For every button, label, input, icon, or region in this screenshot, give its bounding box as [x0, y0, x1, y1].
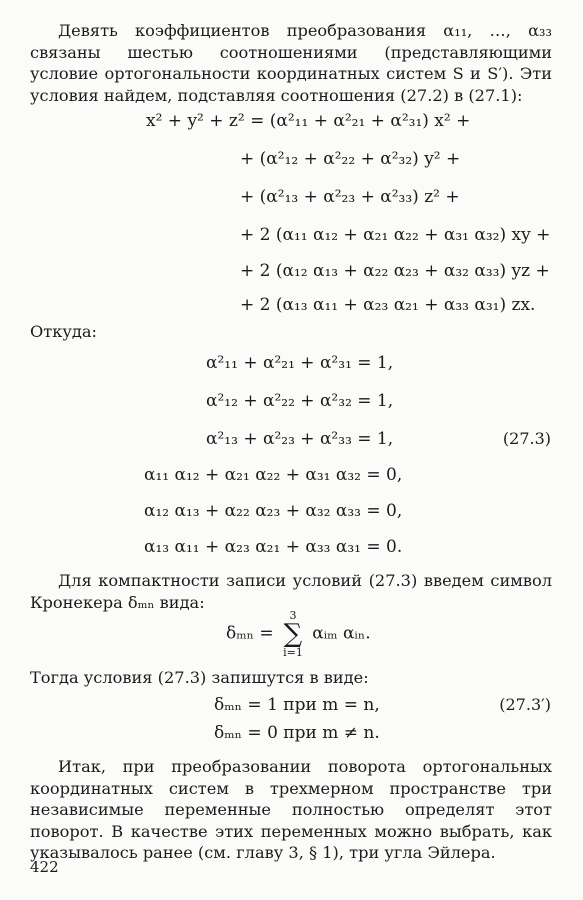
kronecker-lhs: δₘₙ =	[226, 623, 274, 644]
equation-number-27-3: (27.3)	[502, 429, 551, 448]
kronecker-rhs: αᵢₘ αᵢₙ.	[312, 623, 371, 644]
expansion-line-6: + 2 (α₁₃ α₁₁ + α₂₃ α₂₁ + α₃₃ α₃₁) zx.	[240, 295, 536, 315]
sum-lower-limit: i=1	[283, 646, 303, 659]
sigma-icon: ∑	[283, 619, 303, 649]
expansion-line-2: + (α²₁₂ + α²₂₂ + α²₃₂) y² +	[240, 149, 461, 169]
condition-6: α₁₃ α₁₁ + α₂₃ α₂₁ + α₃₃ α₃₁ = 0.	[144, 537, 403, 557]
condition-4: α₁₁ α₁₂ + α₂₁ α₂₂ + α₃₁ α₃₂ = 0,	[144, 465, 403, 485]
sum-upper-limit: 3	[289, 609, 297, 622]
condition-5: α₁₂ α₁₃ + α₂₂ α₂₃ + α₃₂ α₃₃ = 0,	[144, 501, 403, 521]
intro-paragraph: Девять коэффициентов преобразования α₁₁, …, α₃₃ связаны шестью соотношениями (представляющими условие ортогональности координатных систем S и S′). Эти условия найдем, подставляя соотношения (27.2) в (27.1):	[30, 21, 552, 105]
condition-3: α²₁₃ + α²₂₃ + α²₃₃ = 1,	[206, 429, 394, 449]
page-number: 422	[30, 858, 59, 876]
expansion-line-5: + 2 (α₁₂ α₁₃ + α₂₂ α₂₃ + α₃₂ α₃₃) yz +	[240, 261, 550, 281]
equation-number-27-3-prime: (27.3′)	[499, 695, 551, 714]
delta-case-not-equal: δₘₙ = 0 при m ≠ n.	[214, 723, 380, 743]
delta-case-equal: δₘₙ = 1 при m = n,	[214, 695, 380, 715]
summation	[283, 610, 303, 658]
condition-2: α²₁₂ + α²₂₂ + α²₃₂ = 1,	[206, 391, 394, 411]
expansion-line-1: x² + y² + z² = (α²₁₁ + α²₂₁ + α²₃₁) x² +	[146, 111, 471, 131]
final-paragraph: Итак, при преобразовании поворота ортогональных координатных систем в трехмерном пространстве три независимые переменные полностью определят этот поворот. В качестве этих переменных можно выбрать, как указывалось ранее (см. главу 3, § 1), три угла Эйлера.	[30, 757, 552, 863]
expansion-line-4: + 2 (α₁₁ α₁₂ + α₂₁ α₂₂ + α₃₁ α₃₂) xy +	[240, 225, 551, 245]
togda-paragraph: Тогда условия (27.3) запишутся в виде:	[30, 668, 369, 687]
condition-1: α²₁₁ + α²₂₁ + α²₃₁ = 1,	[206, 353, 394, 373]
kronecker-paragraph: Для компактности записи условий (27.3) введем символ Кронекера δₘₙ вида:	[30, 571, 552, 612]
otkuda-label: Откуда:	[30, 322, 97, 341]
kronecker-definition	[226, 610, 371, 658]
expansion-line-3: + (α²₁₃ + α²₂₃ + α²₃₃) z² +	[240, 187, 460, 207]
